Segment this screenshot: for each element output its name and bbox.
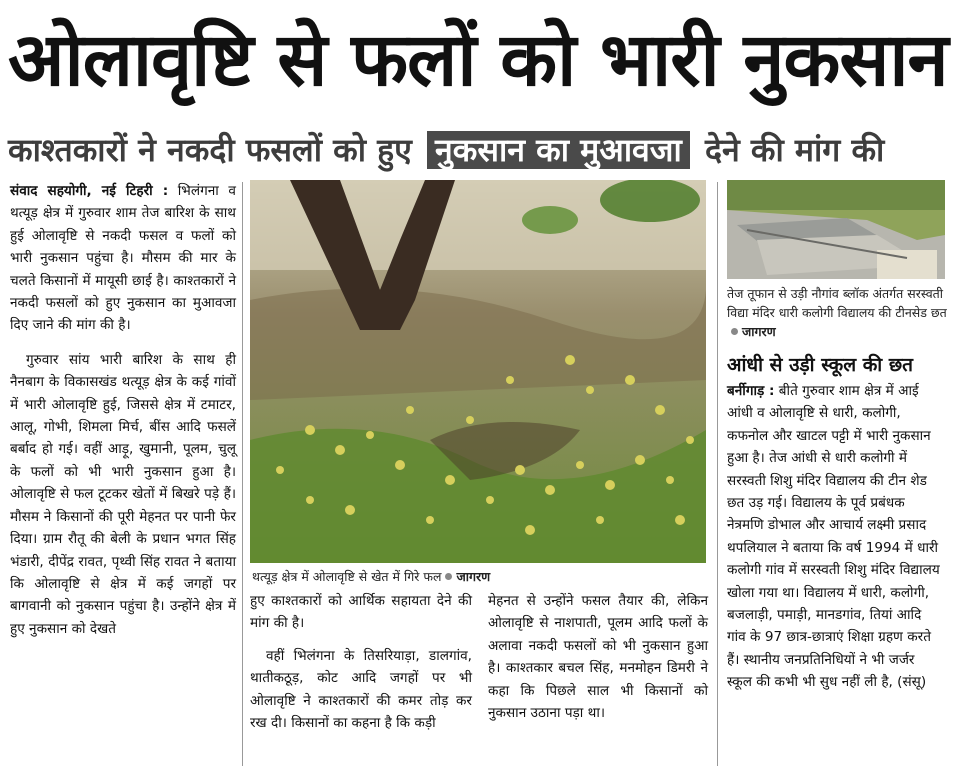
side-photo-caption [727,284,947,341]
main-photo-source: जागरण [456,569,491,584]
col1-para-1-text: भिलंगना व थत्यूड़ क्षेत्र में गुरुवार शाम तेज बारिश के साथ हुई ओलावृष्टि से नकदी फसल व फलों को भारी नुकसान पहुंचा है। मौसम की मार के चलते किसानों में मायूसी छाई है। काश्तकारों ने नकदी फसलों को हुए नुकसान का मुआवजा दिए जाने की मांग की है। [10,183,236,334]
side-story-text: बीते गुरुवार शाम क्षेत्र में आई आंधी व ओलावृष्टि से धारी, कलोगी, कफनोल और खाटल पट्टी में भारी नुकसान हुआ है। तेज आंधी से धारी कलोगी में सरस्वती शिशु मंदिर विद्यालय की टीन शेड छत उड़ गई। विद्यालय के पूर्व प्रबंधक नेत्रमणि डोभाल और आचार्य लक्ष्मी प्रसाद थपलियाल ने बताया कि वर्ष 1994 में धारी कलोगी गांव में सरस्वती शिशु मंदिर विद्यालय खोला गया था। विद्यालय में धारी, कलोगी, बजलाड़ी, पमाड़ी, मानडगांव, तियां आदि गांव के 97 छात्र-छात्राएं शिक्षा ग्रहण करते हैं। स्थानीय जनप्रतिनिधियों ने भी जर्जर स्कूल की कभी भी सुध नहीं ली है, (संसू) [727,383,940,691]
orchard-photo [250,180,706,563]
subheadline-highlight: नुकसान का मुआवजा [427,131,690,169]
side-photo-caption-text: तेज तूफान से उड़ी नौगांव ब्लॉक अंतर्गत सरस्वती विद्या मंदिर धारी कलोगी विद्यालय की टीनसेड छत [727,286,947,320]
column-divider [242,182,243,766]
article-column-2 [250,590,472,734]
page-headline: ओलावृष्टि से फलों को भारी नुकसान [8,17,948,103]
col2-para-2: वहीं भिलंगना के तिसरियाड़ा, डालगांव, थातीकठूड़, कोट आदि जगहों पर भी ओलावृष्टि ने काश्तकारों की कमर तोड़ कर रख दी। किसानों का कहना है कि कड़ी [250,647,472,732]
main-photo-caption [252,567,706,586]
col3-para-1: मेहनत से उन्होंने फसल तैयार की, लेकिन ओलावृष्टि से नाशपाती, पूलम आदि फलों के अलावा नकदी फसलों को भी नुकसान हुआ है। काश्तकार बचल सिंह, मनमोहन डिमरी ने कहा कि पिछले साल भी किसानों को नुकसान उठाना पड़ा था। [488,593,708,722]
dateline: संवाद सहयोगी, नई टिहरी : [10,183,169,199]
article-column-1 [10,180,236,640]
bullet-dot-icon [445,573,452,580]
school-roof-photo [727,180,945,279]
subheadline-before: काश्तकारों ने नकदी फसलों को हुए [8,131,412,169]
col2-para-1: हुए काश्तकारों को आर्थिक सहायता देने की मांग की है। [250,593,472,632]
article-column-3 [488,590,708,724]
col1-para-1 [10,180,236,337]
bullet-dot-icon [731,328,738,335]
side-story-body [727,380,943,694]
column-divider [717,182,718,766]
main-photo-caption-text: थत्यूड़ क्षेत्र में ओलावृष्टि से खेत में गिरे फल [252,569,442,584]
side-photo-source: जागरण [742,324,776,339]
subheadline-after: देने की मांग की [704,131,885,169]
col1-para-2: गुरुवार सांय भारी बारिश के साथ ही नैनबाग के विकासखंड थत्यूड़ क्षेत्र के कई गांवों में भारी ओलावृष्टि हुई, जिससे क्षेत्र में टमाटर, आलू, गोभी, शिमला मिर्च, बींस आदि फसलें बर्बाद हो गई। वहीं आड़ू, खुमानी, पूलम, चुलू के फलों को भी भारी नुकसान हुआ है। ओलावृष्टि से फल टूटकर खेतों में बिखरे पड़े हैं। मौसम ने किसानों की पूरी मेहनत पर पानी फेर दिया। ग्राम रौतू की बेली के प्रधान भगत सिंह भंडारी, दीपेंद्र रावत, पृथ्वी सिंह रावत ने बताया कि ओलावृष्टि से क्षेत्र में कई जगहों पर बागवानी को नुकसान पहुंचा है। उन्होंने क्षेत्र में हुए नुकसान को देखते [10,351,236,637]
subheadline [8,128,884,172]
side-story-headline: आंधी से उड़ी स्कूल की छत [727,354,913,376]
side-dateline: बर्नीगाड़ : [727,383,775,399]
